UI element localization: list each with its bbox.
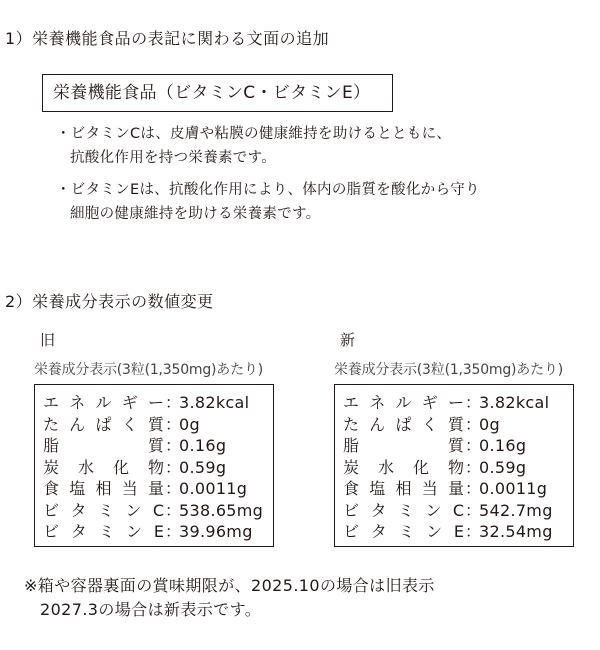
nutrition-label: 脂質 [343, 436, 465, 455]
nutrition-value: 0g [479, 414, 500, 434]
nutrition-separator: ： [465, 393, 482, 412]
nutrition-function-label-box: 栄養機能食品（ビタミンC・ビタミンE） [42, 74, 393, 112]
vitamin-c-note-line2: 抗酸化作用を持つ栄養素です。 [70, 150, 277, 166]
nutrition-label: 食塩相当量 [43, 479, 165, 498]
nutrition-value: 3.82kcal [179, 393, 250, 412]
nutrition-separator: ： [165, 457, 182, 477]
vitamin-c-note-line1: ・ビタミンCは、皮膚や粘膜の健康維持を助けるとともに、 [56, 126, 452, 142]
nutrition-row [343, 435, 526, 456]
old-panel-header: 栄養成分表示(3粒(1,350mg)あたり) [34, 362, 263, 378]
nutrition-separator: ： [465, 457, 482, 477]
nutrition-separator: ： [165, 414, 182, 434]
nutrition-row [343, 478, 547, 499]
nutrition-separator: ： [465, 522, 482, 541]
nutrition-row [43, 414, 200, 435]
nutrition-label: 脂質 [43, 436, 165, 455]
nutrition-label: 炭水化物 [43, 457, 165, 477]
nutrition-separator: ： [465, 500, 482, 520]
nutrition-row [343, 414, 500, 435]
nutrition-separator: ： [465, 436, 482, 455]
vitamin-e-note [56, 178, 480, 226]
vitamin-e-note-line1: ・ビタミンEは、抗酸化作用により、体内の脂質を酸化から守り [56, 182, 480, 198]
nutrition-separator: ： [465, 479, 482, 498]
nutrition-row [43, 500, 263, 521]
nutrition-value: 0g [179, 414, 200, 434]
section1-heading: 1）栄養機能食品の表記に関わる文面の追加 [5, 29, 330, 48]
footnote [24, 574, 435, 622]
footnote-line1: ※箱や容器裏面の賞味期限が、2025.10の場合は旧表示 [24, 576, 435, 595]
section2-heading: 2）栄養成分表示の数値変更 [5, 292, 214, 311]
nutrition-label: ビタミンC [343, 500, 465, 520]
nutrition-row [43, 521, 253, 542]
nutrition-row [43, 457, 226, 478]
nutrition-value: 32.54mg [479, 522, 553, 541]
nutrition-row [43, 392, 249, 413]
nutrition-value: 0.59g [479, 457, 527, 477]
vitamin-c-note [56, 122, 451, 170]
nutrition-label: ビタミンE [43, 522, 165, 541]
nutrition-separator: ： [465, 414, 482, 434]
nutrition-label: たんぱく質 [43, 414, 165, 434]
nutrition-value: 0.0011g [479, 479, 548, 498]
nutrition-label: 食塩相当量 [343, 479, 465, 498]
nutrition-label: エネルギー [343, 393, 465, 412]
nutrition-row [43, 478, 247, 499]
nutrition-value: 0.0011g [179, 479, 248, 498]
vitamin-e-note-line2: 細胞の健康維持を助ける栄養素です。 [70, 206, 321, 222]
nutrition-label: 炭水化物 [343, 457, 465, 477]
footnote-line2: 2027.3の場合は新表示です。 [40, 600, 262, 619]
nutrition-value: 538.65mg [179, 500, 264, 520]
nutrition-label: たんぱく質 [343, 414, 465, 434]
nutrition-label: エネルギー [43, 393, 165, 412]
nutrition-value: 0.16g [179, 436, 227, 455]
old-column-title: 旧 [40, 331, 56, 349]
new-panel-header: 栄養成分表示(3粒(1,350mg)あたり) [334, 362, 563, 378]
nutrition-value: 3.82kcal [479, 393, 550, 412]
nutrition-row [343, 392, 549, 413]
nutrition-value: 0.59g [179, 457, 227, 477]
nutrition-label: ビタミンE [343, 522, 465, 541]
nutrition-label: ビタミンC [43, 500, 165, 520]
new-nutrition-table [334, 384, 574, 547]
nutrition-separator: ： [165, 522, 182, 541]
nutrition-separator: ： [165, 479, 182, 498]
nutrition-separator: ： [165, 393, 182, 412]
nutrition-row [43, 435, 226, 456]
nutrition-row [343, 521, 553, 542]
nutrition-value: 0.16g [479, 436, 527, 455]
nutrition-value: 542.7mg [479, 500, 553, 520]
nutrition-row [343, 500, 553, 521]
nutrition-row [343, 457, 526, 478]
old-nutrition-table [34, 384, 274, 547]
new-column-title: 新 [340, 331, 356, 349]
nutrition-value: 39.96mg [179, 522, 253, 541]
nutrition-separator: ： [165, 500, 182, 520]
nutrition-separator: ： [165, 436, 182, 455]
